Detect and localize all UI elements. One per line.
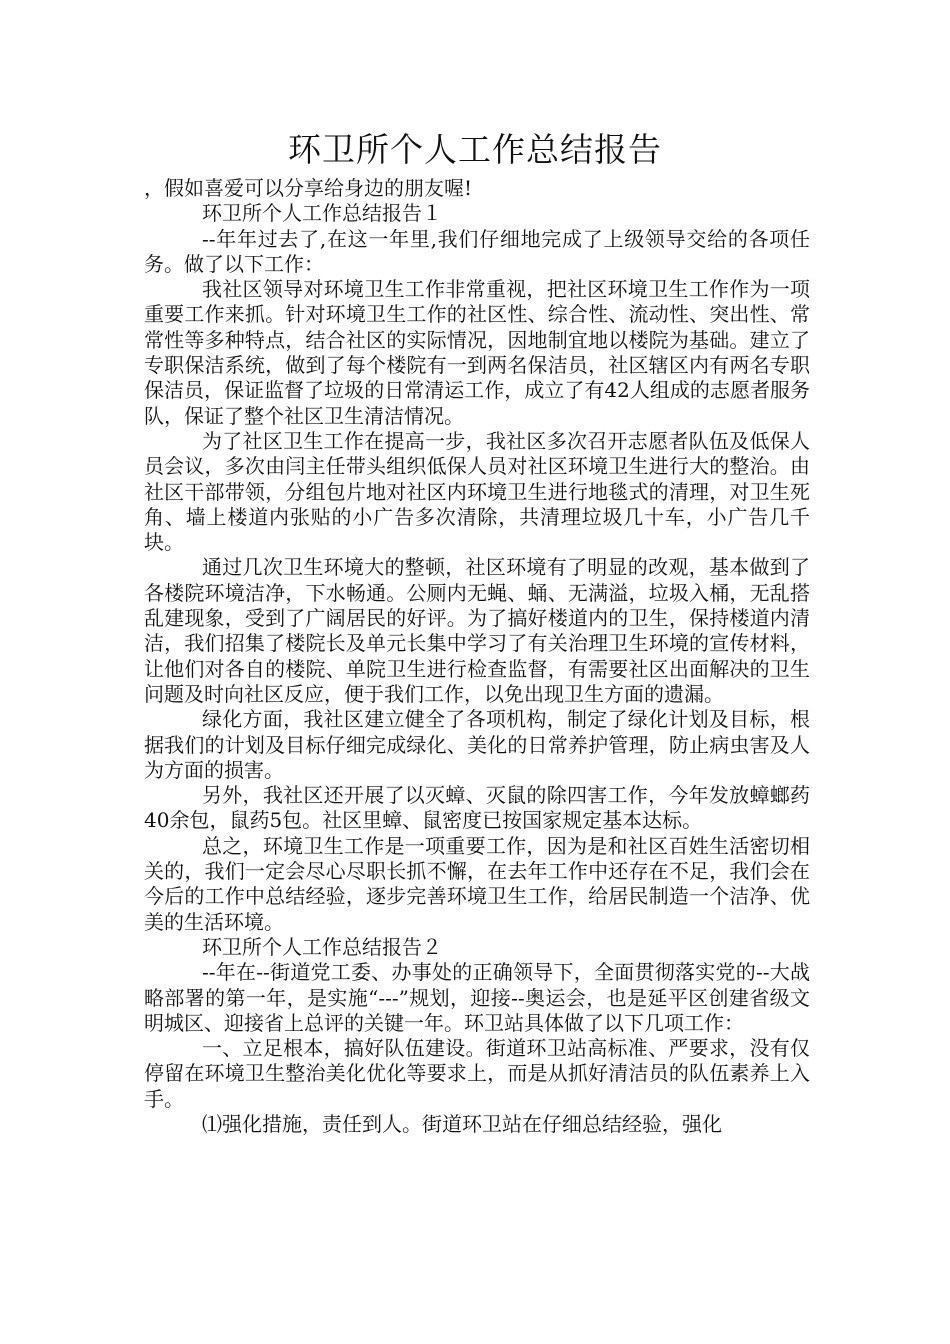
document-title: 环卫所个人工作总结报告 xyxy=(288,130,662,169)
paragraph: 总之，环境卫生工作是一项重要工作，因为是和社区百姓生活密切相关的，我们一定会尽心尽职长抓不懈，在去年工作中还存在不足，我们会在今后的工作中总结经验，逐步完善环境卫生工作，给居民制造一个洁净、优美的生活环境。 xyxy=(144,833,810,934)
intro-line: ，假如喜爱可以分享给身边的朋友喔! xyxy=(144,176,473,200)
paragraph: 为了社区卫生工作在提高一步，我社区多次召开志愿者队伍及低保人员会议，多次由闫主任带头组织低保人员对社区环境卫生进行大的整治。由社区干部带领，分组包片地对社区内环境卫生进行地毯式的清理，对卫生死角、墙上楼道内张贴的小广告多次清除，共清理垃圾几十车，小广告几千块。 xyxy=(144,428,810,555)
paragraph: 一、立足根本，搞好队伍建设。街道环卫站高标准、严要求，没有仅停留在环境卫生整治美化优化等要求上，而是从抓好清洁员的队伍素养上入手。 xyxy=(144,1036,810,1111)
document-body xyxy=(144,176,810,1137)
paragraph: ⑴强化措施，责任到人。街道环卫站在仔细总结经验，强化 xyxy=(202,1111,722,1136)
paragraph: 通过几次卫生环境大的整顿，社区环境有了明显的改观，基本做到了各楼院环境洁净，下水畅通。公厕内无蝇、蛹、无满溢，垃圾入桶，无乱搭乱建现象，受到了广阔居民的好评。为了搞好楼道内的卫生，保持楼道内清洁，我们招集了楼院长及单元长集中学习了有关治理卫生环境的宣传材料，让他们对各自的楼院、单院卫生进行检查监督，有需要社区出面解决的卫生问题及时向社区反应，便于我们工作，以免出现卫生方面的遗漏。 xyxy=(144,555,810,706)
section-heading-2: 环卫所个人工作总结报告２ xyxy=(202,934,442,959)
paragraph: 我社区领导对环境卫生工作非常重视，把社区环境卫生工作作为一项重要工作来抓。针对环境卫生工作的社区性、综合性、流动性、突出性、常常性等多种特点，结合社区的实际情况，因地制宜地以楼院为基础。建立了专职保洁系统，做到了每个楼院有一到两名保洁员，社区辖区内有两名专职保洁员，保证监督了垃圾的日常清运工作，成立了有42人组成的志愿者服务队，保证了整个社区卫生清洁情况。 xyxy=(144,277,810,428)
paragraph: --年年过去了,在这一年里,我们仔细地完成了上级领导交给的各项任务。做了以下工作： xyxy=(144,226,810,276)
section-heading-1: 环卫所个人工作总结报告１ xyxy=(202,201,442,226)
paragraph: --年在--街道党工委、办事处的正确领导下，全面贯彻落实党的--大战略部署的第一年，是实施“---”规划，迎接--奥运会，也是延平区创建省级文明城区、迎接省上总评的关键一年。环卫站具体做了以下几项工作： xyxy=(144,960,810,1035)
paragraph: 绿化方面，我社区建立健全了各项机构，制定了绿化计划及目标，根据我们的计划及目标仔细完成绿化、美化的日常养护管理，防止病虫害及人为方面的损害。 xyxy=(144,707,810,782)
paragraph: 另外，我社区还开展了以灭蟑、灭鼠的除四害工作，今年发放蟑螂药40余包，鼠药5包。社区里蟑、鼠密度已按国家规定基本达标。 xyxy=(144,783,810,833)
